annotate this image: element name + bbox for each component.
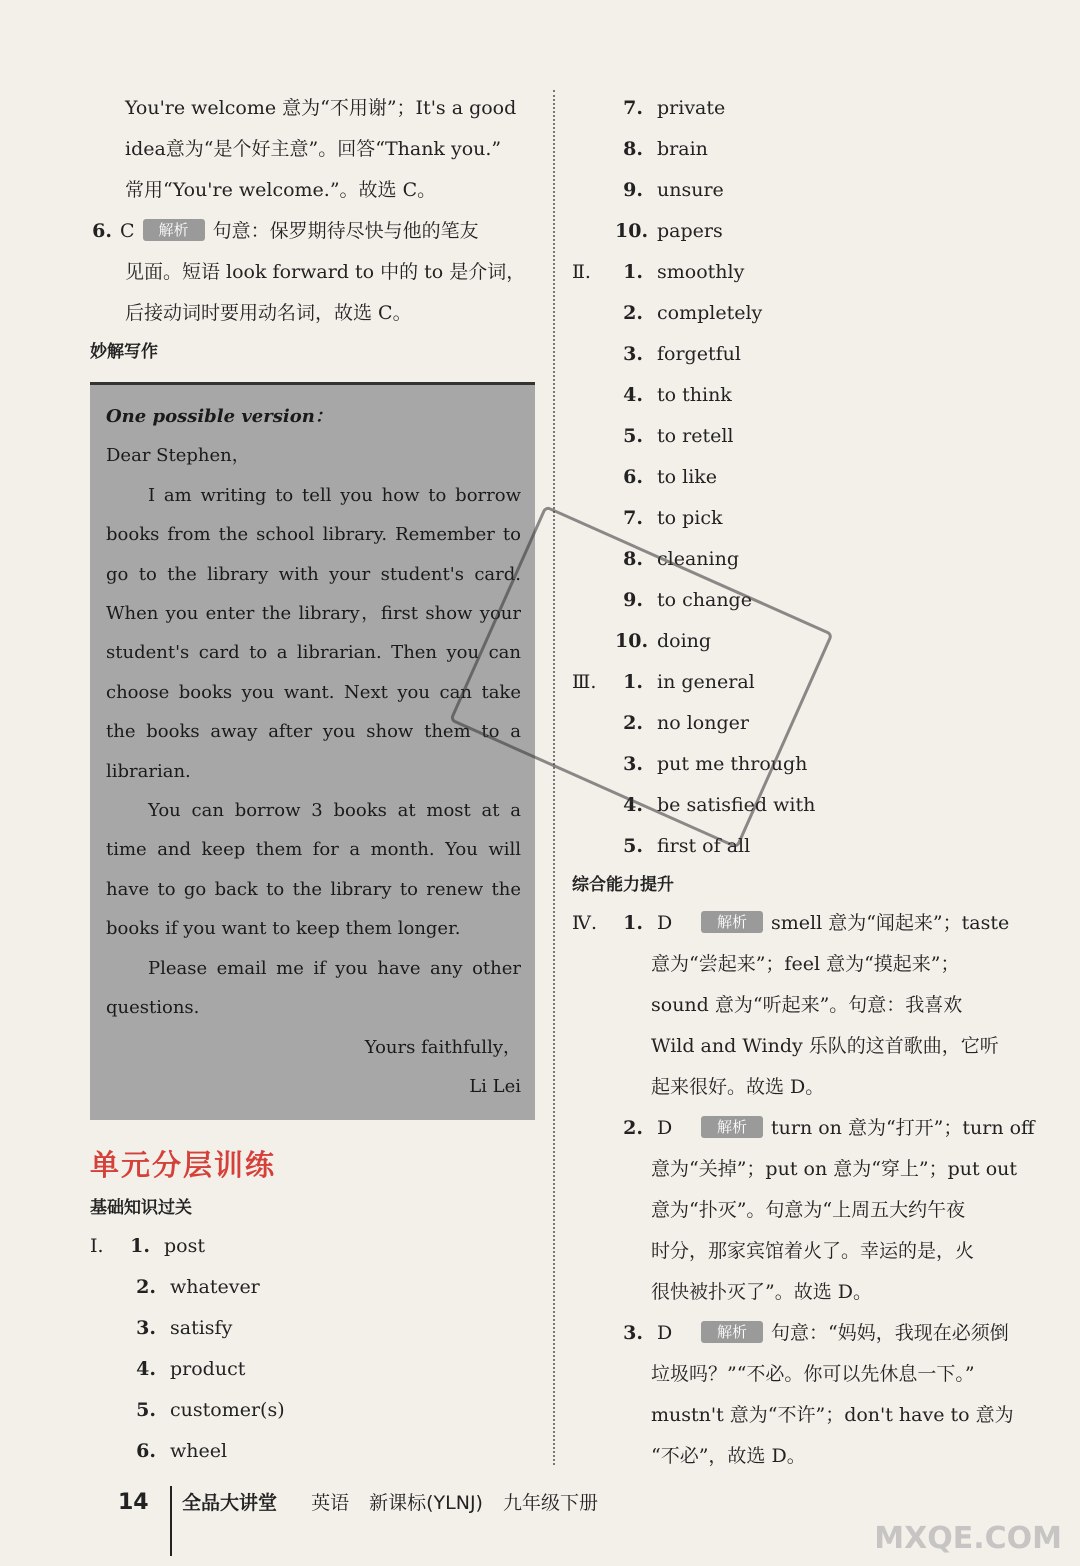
analysis-tag: 解析 bbox=[701, 1321, 763, 1343]
list-item: 4. to think bbox=[623, 384, 732, 406]
list-item: 6. to like bbox=[623, 466, 718, 488]
list-item: 3. put me through bbox=[623, 753, 808, 775]
essay-closing: Yours faithfully， bbox=[364, 1036, 521, 1058]
list-item: 3. satisfy bbox=[136, 1317, 233, 1340]
list-item: 2. completely bbox=[623, 302, 763, 324]
footer-text: 全品大讲堂 英语 新课标(YLNJ) 九年级下册 bbox=[182, 1492, 599, 1514]
section-heading: 综合能力提升 bbox=[572, 875, 674, 895]
page-number: 14 bbox=[118, 1490, 149, 1515]
question: Ⅳ. 1. D 解析 smell 意为“闻起来”；taste bbox=[572, 903, 1022, 944]
list-item: 9. to change bbox=[623, 589, 752, 611]
list-item: 3. forgetful bbox=[623, 343, 741, 365]
text-line: 意为“尝起来”；feel 意为“摸起来”； bbox=[651, 953, 960, 975]
section-number: Ⅳ. bbox=[572, 912, 598, 934]
analysis-tag: 解析 bbox=[143, 219, 205, 241]
essay-label: One possible version： bbox=[106, 406, 333, 427]
question-6 bbox=[90, 211, 535, 252]
unit-title: 单元分层训练 bbox=[90, 1148, 277, 1183]
analysis-tag: 解析 bbox=[701, 911, 763, 933]
question-number: 6. bbox=[92, 220, 112, 242]
answer: C bbox=[120, 220, 135, 242]
text-line: 见面。短语 look forward to 中的 to 是介词， bbox=[125, 261, 526, 283]
list-item: 4. product bbox=[136, 1358, 246, 1381]
essay-paragraph: Please email me if you have any other questions. bbox=[106, 957, 521, 1019]
question: 3. D 解析 句意：“妈妈，我现在必须倒 bbox=[623, 1322, 1009, 1344]
list-item: 8. cleaning bbox=[623, 548, 740, 570]
text-line: 意为“扑灭”。句意为“上周五大约午夜 bbox=[651, 1199, 966, 1221]
list-item: 8. brain bbox=[623, 138, 708, 160]
list-item: 4. be satisfied with bbox=[623, 794, 816, 816]
list-item: 2. no longer bbox=[623, 712, 749, 734]
brand: 全品大讲堂 bbox=[182, 1492, 278, 1514]
text-line: You're welcome 意为“不用谢”；It's a good bbox=[125, 97, 517, 119]
section-heading: 妙解写作 bbox=[90, 342, 158, 362]
text-line: idea意为“是个好主意”。回答“Thank you.” bbox=[125, 138, 502, 160]
analysis-text: 句意：保罗期待尽快与他的笔友 bbox=[212, 220, 479, 242]
column-divider bbox=[553, 90, 555, 1465]
text-line: mustn't 意为“不许”；don't have to 意为 bbox=[651, 1404, 1014, 1426]
text-line: Wild and Windy 乐队的这首歌曲，它听 bbox=[651, 1035, 999, 1057]
sample-essay bbox=[90, 382, 535, 1120]
list-item: Ⅰ. 1. post bbox=[90, 1226, 535, 1267]
list-item: 5. first of all bbox=[623, 835, 751, 857]
essay-greeting: Dear Stephen， bbox=[106, 445, 250, 467]
list-item: 7. private bbox=[623, 97, 726, 119]
analysis-tag: 解析 bbox=[701, 1116, 763, 1138]
essay-paragraph: You can borrow 3 books at most at a time and keep them for a month. You will have to go back to the library to renew the books if you want to keep them longer. bbox=[106, 800, 521, 940]
list-item: 5. to retell bbox=[623, 425, 734, 447]
section-heading: 基础知识过关 bbox=[90, 1198, 192, 1219]
section-number: Ⅲ. bbox=[572, 671, 597, 693]
essay-signature: Li Lei bbox=[469, 1075, 521, 1097]
text-line: 垃圾吗？”“不必。你可以先休息一下。” bbox=[651, 1363, 975, 1385]
list-item: Ⅲ. 1. in general bbox=[572, 662, 1022, 703]
text-line: 常用“You're welcome.”。故选 C。 bbox=[125, 179, 437, 201]
essay-paragraph: I am writing to tell you how to borrow books from the school library. Remember to go to the library with your student's card. When you enter the library，first show your student's card to a librarian. Then you can choose books you want. Next you can take the books away after you show them to a librarian. bbox=[106, 484, 521, 782]
site-watermark: MXQE.COM bbox=[874, 1521, 1062, 1556]
list-item: 10. doing bbox=[615, 630, 712, 652]
text-line: 起来很好。故选 D。 bbox=[651, 1076, 825, 1098]
list-item: 10. papers bbox=[615, 220, 723, 242]
list-item: 5. customer(s) bbox=[136, 1399, 285, 1422]
list-item: 2. whatever bbox=[136, 1276, 260, 1299]
list-item: 7. to pick bbox=[623, 507, 723, 529]
text-line: 意为“关掉”；put on 意为“穿上”；put out bbox=[651, 1158, 1018, 1180]
text-line: 很快被扑灭了”。故选 D。 bbox=[651, 1281, 872, 1303]
list-item: 9. unsure bbox=[623, 179, 724, 201]
section-number: Ⅱ. bbox=[572, 261, 591, 283]
text-line: “不必”，故选 D。 bbox=[651, 1445, 806, 1467]
text-line: 后接动词时要用动名词，故选 C。 bbox=[125, 302, 412, 324]
list-item: Ⅱ. 1. smoothly bbox=[572, 252, 1022, 293]
text-line: sound 意为“听起来”。句意：我喜欢 bbox=[651, 994, 963, 1016]
question: 2. D 解析 turn on 意为“打开”；turn off bbox=[623, 1117, 1035, 1139]
list-item: 6. wheel bbox=[136, 1440, 228, 1463]
footer-divider bbox=[170, 1486, 172, 1556]
left-column bbox=[90, 88, 535, 1472]
section-number: Ⅰ. bbox=[90, 1235, 104, 1258]
text-line: 时分，那家宾馆着火了。幸运的是，火 bbox=[651, 1240, 975, 1262]
